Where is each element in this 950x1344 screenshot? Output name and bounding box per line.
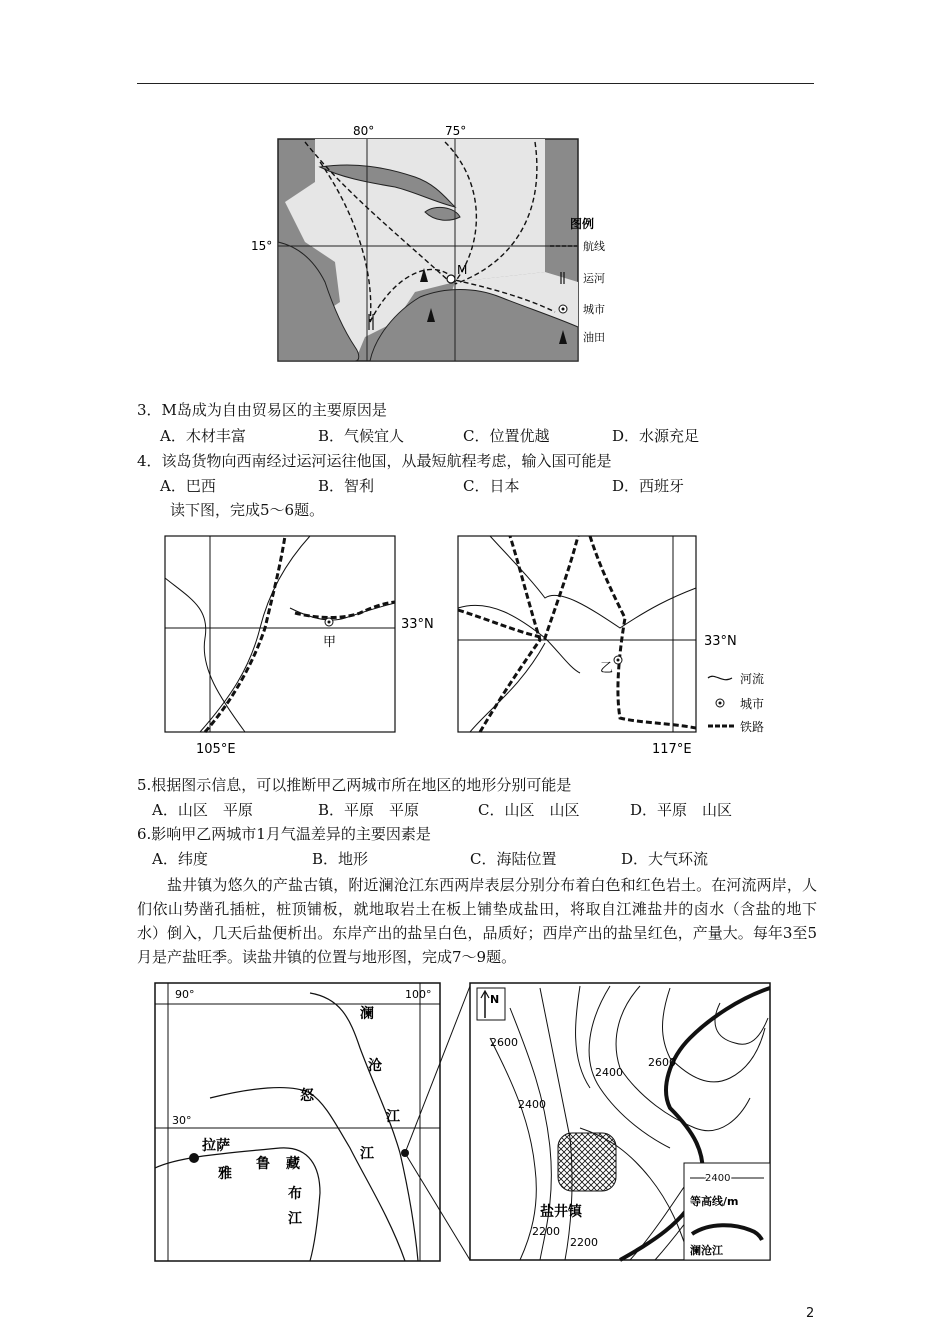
yarlung-char-2: 鲁 xyxy=(256,1156,270,1172)
q6-option-c[interactable]: C．海陆位置 xyxy=(470,850,557,868)
legend-railway: 铁路 xyxy=(740,720,765,734)
lancang-char-1: 澜 xyxy=(360,1006,374,1022)
contour-2200-label: 2200 xyxy=(532,1225,560,1238)
caribbean-map xyxy=(245,122,645,372)
q6-option-d[interactable]: D．大气环流 xyxy=(621,850,709,868)
right-lon-label: 117°E xyxy=(652,742,692,757)
right-lat-label: 33°N xyxy=(704,634,737,649)
contour-2200-label: 2200 xyxy=(570,1236,598,1249)
left-lon-label: 105°E xyxy=(196,742,236,757)
contour-2600-label: 2600 xyxy=(490,1036,518,1049)
legend-contour-label: 等高线/m xyxy=(690,1195,739,1208)
left-lat-label: 33°N xyxy=(401,617,434,632)
q3-stem: 3．M岛成为自由贸易区的主要原因是 xyxy=(137,401,387,419)
lancang-char-2: 沧 xyxy=(368,1058,382,1074)
city-jia-label: 甲 xyxy=(323,635,337,650)
river xyxy=(200,536,310,732)
legend-canal: 运河 xyxy=(583,272,605,285)
page-number: 2 xyxy=(806,1306,815,1321)
river xyxy=(490,536,696,628)
header-rule xyxy=(137,83,814,84)
contour-2400-label: 2400 xyxy=(518,1098,546,1111)
lon-100-label: 100° xyxy=(405,988,432,1001)
legend-river-label: 澜沧江 xyxy=(690,1244,723,1257)
q6-option-a[interactable]: A．纬度 xyxy=(152,850,208,868)
lon-90-label: 90° xyxy=(175,988,195,1001)
q3-option-a[interactable]: A．木材丰富 xyxy=(160,427,246,445)
railway xyxy=(458,536,578,638)
bu-char: 布 xyxy=(288,1186,302,1202)
legend-contour-value: 2400 xyxy=(705,1173,731,1184)
contour-2600-label: 2600 xyxy=(648,1056,676,1069)
legend-oil: 油田 xyxy=(583,331,605,344)
lhasa-marker xyxy=(189,1153,199,1163)
nu-jiang-char: 江 xyxy=(360,1146,374,1162)
railway xyxy=(205,536,285,732)
river xyxy=(470,643,545,732)
legend-route: 航线 xyxy=(583,240,605,253)
railway xyxy=(295,602,395,618)
river xyxy=(165,578,245,732)
city-maps xyxy=(160,528,800,760)
q4-stem: 4．该岛货物向西南经过运河运往他国，从最短航程考虑，输入国可能是 xyxy=(137,452,612,470)
legend-city: 城市 xyxy=(740,697,765,711)
q5-stem: 5.根据图示信息，可以推断甲乙两城市所在地区的地形分别可能是 xyxy=(137,776,572,794)
m-island-label: M xyxy=(457,263,468,277)
q6-option-b[interactable]: B．地形 xyxy=(312,850,369,868)
lon-80-label: 80° xyxy=(353,124,375,138)
lat-15-label: 15° xyxy=(251,239,273,253)
yarlung-char-3: 藏 xyxy=(286,1156,300,1172)
legend-title: 图例 xyxy=(570,217,595,231)
lat-30-label: 30° xyxy=(172,1114,192,1127)
q5-option-d[interactable]: D．平原 山区 xyxy=(630,801,733,819)
lancang-char-3: 江 xyxy=(386,1109,400,1125)
q4-option-b[interactable]: B．智利 xyxy=(318,477,375,495)
yanjing-town-area xyxy=(558,1133,616,1191)
lancang-river xyxy=(310,993,418,1261)
q4-option-a[interactable]: A．巴西 xyxy=(160,477,216,495)
nu-char: 怒 xyxy=(300,1088,314,1104)
q5-option-c[interactable]: C．山区 山区 xyxy=(478,801,580,819)
contour-2400-label: 2400 xyxy=(595,1066,623,1079)
q3-option-c[interactable]: C．位置优越 xyxy=(463,427,550,445)
q4-option-c[interactable]: C．日本 xyxy=(463,477,520,495)
passage-yanjing: 盐井镇为悠久的产盐古镇，附近澜沧江东西两岸表层分别分布着白色和红色岩土。在河流两岸，人们依山势凿孔插桩，桩顶铺板，就地取岩土在板上铺垫成盐田，将取自江滩盐井的卤水（含盐的地下水）倒入，几天后盐便析出。东岸产出的盐呈白色，品质好；西岸产出的盐呈红色，产量大。每年3至5月是产盐旺季。读盐井镇的位置与地形图，完成7～9题。 xyxy=(137,876,817,966)
bu-jiang-char: 江 xyxy=(288,1211,302,1227)
legend-city: 城市 xyxy=(583,303,605,316)
q6-stem: 6.影响甲乙两城市1月气温差异的主要因素是 xyxy=(137,825,431,843)
city-jia-marker xyxy=(328,621,331,624)
q3-option-d[interactable]: D．水源充足 xyxy=(612,427,700,445)
m-island-city xyxy=(447,275,455,283)
lhasa-label: 拉萨 xyxy=(202,1138,230,1154)
q5-option-b[interactable]: B．平原 平原 xyxy=(318,801,420,819)
city-yi-marker xyxy=(617,659,620,662)
city-yi-label: 乙 xyxy=(600,661,614,676)
q4-option-d[interactable]: D．西班牙 xyxy=(612,477,685,495)
yanjing-map xyxy=(150,978,780,1268)
lon-75-label: 75° xyxy=(445,124,467,138)
intro-5-6: 读下图，完成5～6题。 xyxy=(170,501,325,519)
legend-river: 河流 xyxy=(740,672,765,686)
north-label: N xyxy=(490,993,500,1006)
q5-option-a[interactable]: A．山区 平原 xyxy=(152,801,253,819)
yanjing-town-label: 盐井镇 xyxy=(540,1204,582,1220)
q3-option-b[interactable]: B．气候宜人 xyxy=(318,427,405,445)
right-map-frame xyxy=(458,536,696,732)
nu-river xyxy=(210,1088,405,1261)
railway xyxy=(590,536,696,728)
yarlung-char-1: 雅 xyxy=(218,1166,232,1182)
